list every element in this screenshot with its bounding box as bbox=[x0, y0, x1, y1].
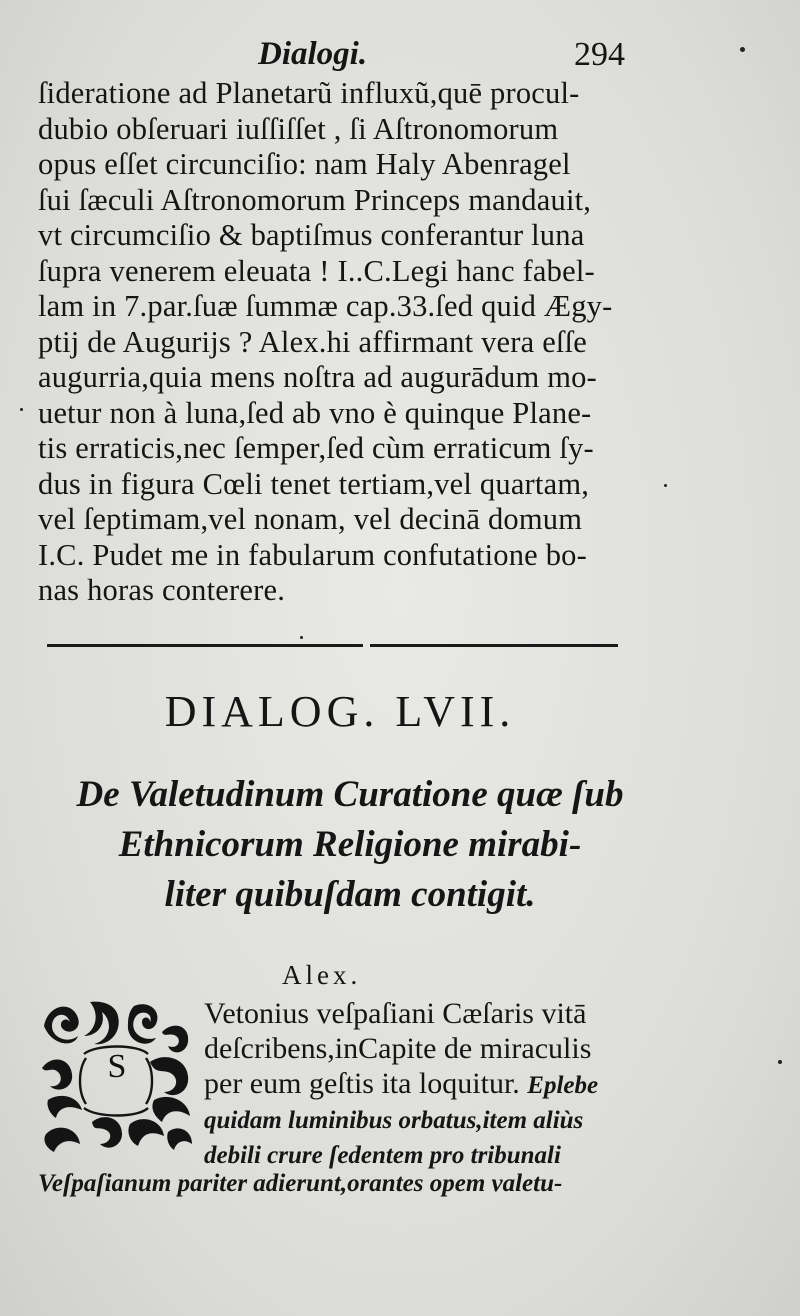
paper-speck bbox=[20, 408, 23, 411]
paper-speck bbox=[664, 484, 667, 487]
text-line: ſui ſæculi Aſtronomorum Princeps mandauit, bbox=[38, 182, 592, 217]
paper-speck bbox=[300, 636, 303, 639]
text-line: opus eſſet circunciſio: nam Haly Abenragel bbox=[38, 147, 571, 181]
text-line: Vetonius veſpaſiani Cæſaris vitā bbox=[204, 997, 587, 1030]
section-rule-left bbox=[47, 644, 363, 647]
text-line: deſcribens,inCapite de miraculis bbox=[204, 1032, 592, 1065]
subtitle-line: liter quibuſdam contigit. bbox=[164, 874, 536, 915]
paper-speck bbox=[740, 47, 745, 52]
italic-text-line: debili crure ſedentem pro tribunali bbox=[204, 1142, 561, 1169]
italic-text-line: quidam luminibus orbatus,item aliùs bbox=[204, 1107, 584, 1134]
text-line: ſideratione ad Planetarũ influxũ,quē procul- bbox=[38, 76, 580, 110]
text-line: lam in 7.par.ſuæ ſummæ cap.33.ſed quid Ægy- bbox=[38, 289, 613, 323]
text-segment: per eum geſtis ita loquitur. bbox=[204, 1067, 520, 1100]
text-line bbox=[204, 1066, 644, 1103]
dialog-opening-text bbox=[204, 996, 644, 1173]
decorated-initial bbox=[38, 996, 196, 1154]
paper-speck bbox=[778, 1060, 782, 1064]
text-line: dus in figura Cœli tenet tertiam,vel quartam, bbox=[38, 466, 590, 501]
text-line: uetur non à luna,ſed ab vno è quinque Plane- bbox=[38, 395, 592, 430]
text-line: nas horas conterere. bbox=[38, 573, 286, 607]
text-line: dubio obſeruari iuſſiſſet , ſi Aſtronomorum bbox=[38, 111, 559, 146]
text-line: augurria,quia mens noſtra ad augurādum mo- bbox=[38, 360, 597, 394]
dialog-subtitle bbox=[30, 770, 670, 920]
italic-segment: Eplebe bbox=[527, 1072, 599, 1099]
page-number: 294 bbox=[574, 36, 625, 73]
italic-text-line: Veſpaſianum pariter adierunt,orantes opem valetu- bbox=[38, 1170, 563, 1197]
subtitle-line: Ethnicorum Religione mirabi- bbox=[118, 824, 582, 865]
text-line: tis erraticis,nec ſemper,ſed cùm erraticum ſy- bbox=[38, 431, 594, 465]
dialog-heading: DIALOG. LVII. bbox=[164, 687, 516, 736]
text-line: I.C. Pudet me in fabularum confutatione bo- bbox=[38, 537, 587, 572]
body-text bbox=[38, 76, 646, 609]
text-line: vel ſeptimam,vel nonam, vel decinā domum bbox=[38, 502, 583, 536]
subtitle-line: De Valetudinum Curatione quæ ſub bbox=[76, 774, 624, 815]
running-title: Dialogi. bbox=[258, 36, 368, 72]
initial-letter: S bbox=[107, 1048, 127, 1085]
text-line: ſupra venerem eleuata ! I..C.Legi hanc fabel- bbox=[38, 253, 595, 288]
section-rule-right bbox=[370, 644, 618, 647]
text-line: vt circumciſio & baptiſmus conferantur luna bbox=[38, 218, 585, 252]
speaker-name: Alex. bbox=[282, 960, 362, 990]
text-line: ptij de Augurijs ? Alex.hi affirmant vera eſſe bbox=[38, 324, 588, 359]
